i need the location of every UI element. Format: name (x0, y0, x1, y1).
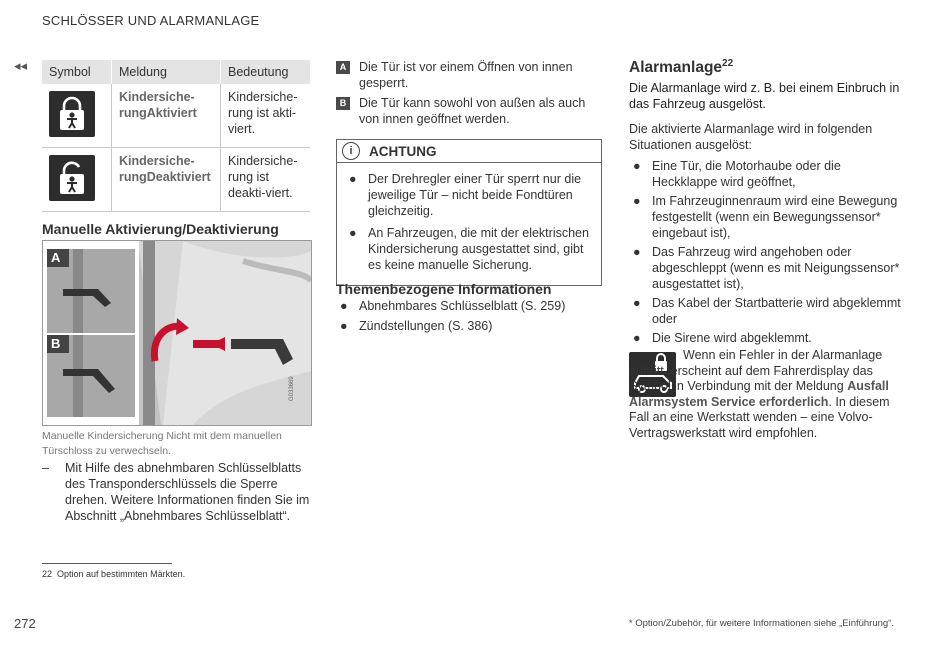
related-list (336, 298, 604, 334)
bullet-icon: ● (340, 299, 348, 313)
table-cell-message: Kindersiche-rungAktiviert (112, 84, 221, 148)
footnote-text: Option auf bestimmten Märkten. (57, 569, 186, 579)
alarm-heading (629, 58, 733, 77)
section-title: SCHLÖSSER UND ALARMANLAGE (42, 13, 260, 28)
warning-box (336, 139, 602, 286)
alarm-fault-text: Wenn ein Fehler in der Alarmanlage auftritt, erscheint auf dem Fahrerdisplay das Symbol in Verbindung mit der Meldung Ausfall Alarmsystem Service erforderlich. In diesem Fall an eine Werkstatt wenden – eine Volvo-Vertragswerkstatt wird empfohlen. (629, 348, 890, 440)
bullet-icon: ● (633, 159, 641, 173)
footnote-number: 22 (42, 569, 53, 579)
position-text: Die Tür ist vor einem Öffnen von innen gesperrt. (359, 60, 573, 90)
table-cell-symbol (42, 84, 112, 148)
list-item: ● Im Fahrzeuginnenraum wird eine Bewegung festgestellt (wenn ein Bewegungssensor* eingebaut ist), (633, 194, 898, 240)
list-item: ● Die Sirene wird abgeklemmt. (633, 331, 812, 345)
child-lock-figure (42, 240, 312, 426)
position-key: B (336, 97, 350, 110)
figure-label-a: A (51, 250, 61, 265)
footer-note: * Option/Zubehör, für weitere Informationen siehe „Einführung“. (628, 618, 894, 629)
alarm-title: Alarmanlage (629, 59, 723, 77)
table-row (42, 84, 310, 148)
table-header: Symbol (42, 60, 112, 84)
figure-code: G033669 (289, 376, 295, 401)
list-item: ● Eine Tür, die Motorhaube oder die Heckklappe wird geöffnet, (633, 159, 841, 189)
table-row (42, 148, 310, 212)
instruction-text: Mit Hilfe des abnehmbaren Schlüsselblatts des Transponderschlüssels die Sperre drehen. Weitere Informationen finden Sie im Abschnitt „Abnehmbares Schlüsselblatt“. (65, 461, 310, 523)
bullet-icon: ● (633, 296, 641, 310)
warning-title: ACHTUNG (369, 143, 437, 159)
alarm-lead: Die aktivierte Alarmanlage wird in folgenden Situationen ausgelöst: (629, 122, 873, 152)
child-lock-off-icon (49, 155, 95, 201)
table-header: Meldung (112, 60, 221, 84)
table-cell-meaning: Kindersiche-rung ist akti-viert. (221, 84, 311, 148)
warning-item-text: Der Drehregler einer Tür sperrt nur die jeweilige Tür – nicht beide Fondtüren gleichzeitig. (368, 172, 582, 218)
table-header-row (42, 60, 310, 84)
table-cell-meaning: Kindersiche-rung ist deakti-viert. (221, 148, 311, 212)
warning-header (337, 140, 601, 163)
warning-item (345, 171, 593, 219)
dash-marker: – (42, 461, 49, 475)
table-cell-message: Kindersiche-rungDeaktiviert (112, 148, 221, 212)
back-icon[interactable]: ◂◂ (14, 58, 28, 73)
page-number: 272 (14, 616, 36, 631)
table-cell-symbol (42, 148, 112, 212)
footnote-ref[interactable]: 22 (722, 58, 734, 69)
bullet-icon: ● (633, 331, 641, 345)
manual-heading: Manuelle Aktivierung/Deaktivierung (42, 221, 279, 237)
position-item-a (336, 59, 604, 91)
alarm-intro: Die Alarmanlage wird z. B. bei einem Einbruch in das Fahrzeug ausgelöst. (629, 81, 900, 111)
symbol-table (42, 60, 310, 212)
list-item: ● Das Fahrzeug wird angehoben oder abgeschleppt (wenn es mit Neigungssensor* ausgestattet ist), (633, 245, 900, 291)
position-text: Die Tür kann sowohl von außen als auch von innen geöffnet werden. (359, 96, 586, 126)
instruction-item (42, 460, 312, 524)
bullet-icon: ● (633, 194, 641, 208)
bullet-icon: ● (349, 226, 357, 240)
alarm-trigger-list (629, 158, 904, 346)
figure-caption: Manuelle Kindersicherung Nicht mit dem manuellen Türschloss zu verwechseln. (42, 430, 282, 457)
bullet-icon: ● (349, 172, 357, 186)
position-item-b (336, 95, 604, 127)
fault-message: Ausfall Alarmsystem Service erforderlich (629, 379, 889, 409)
related-heading: Themenbezogene Informationen (336, 281, 552, 297)
warning-item (345, 225, 593, 273)
position-key: A (336, 61, 350, 74)
footnote-divider (42, 563, 172, 564)
figure-label-b: B (51, 336, 61, 351)
related-link[interactable]: ● Zündstellungen (S. 386) (340, 319, 493, 333)
related-link[interactable]: ● Abnehmbares Schlüsselblatt (S. 259) (340, 299, 566, 313)
warning-item-text: An Fahrzeugen, die mit der elektrischen Kindersicherung ausgestattet sind, gibt es keine manuelle Sicherung. (368, 226, 589, 272)
list-item: ● Das Kabel der Startbatterie wird abgeklemmt oder (633, 296, 901, 326)
child-lock-on-icon (49, 91, 95, 137)
table-header: Bedeutung (221, 60, 311, 84)
footnote (42, 569, 185, 579)
info-icon: i (342, 142, 360, 160)
bullet-icon: ● (340, 319, 348, 333)
bullet-icon: ● (633, 245, 641, 259)
